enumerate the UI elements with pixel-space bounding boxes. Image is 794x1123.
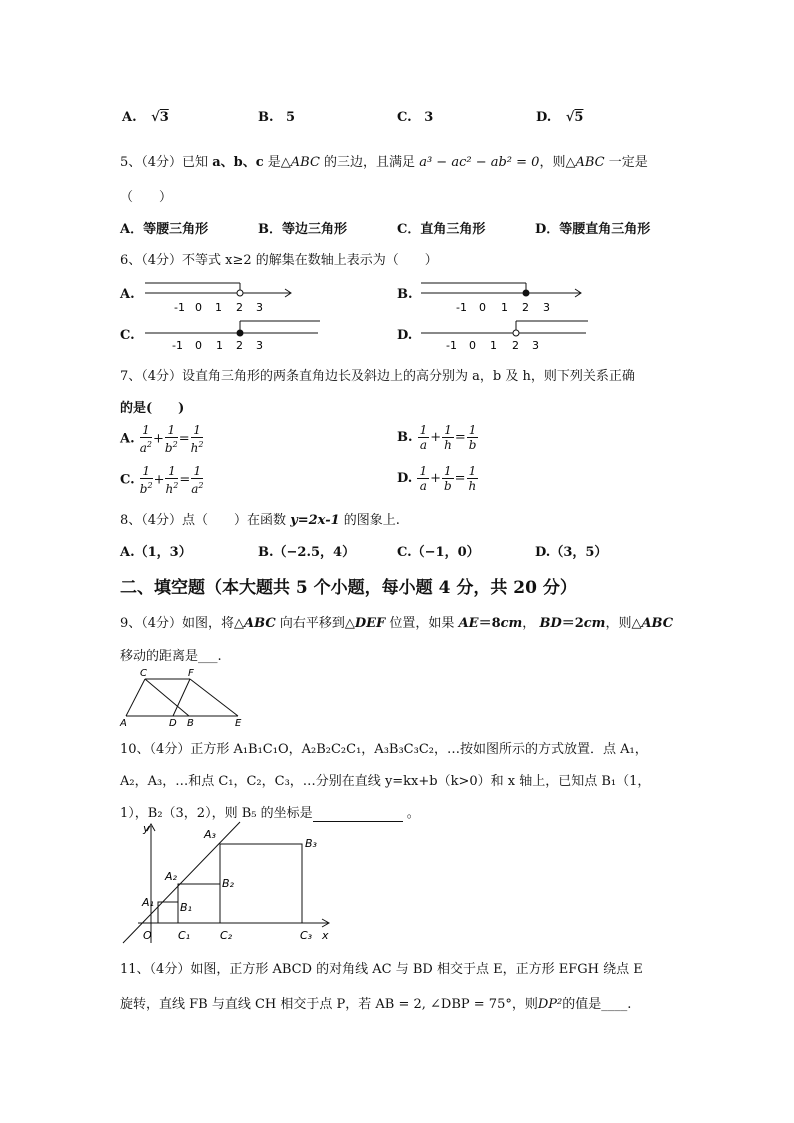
q5-prefix: 5、（4分）已知: [120, 155, 209, 170]
fraction: $\frac{1}{b}$: [468, 423, 477, 452]
tick-label: 2: [522, 301, 529, 314]
fig-label: C₂: [220, 929, 233, 942]
q6-label-b: B.: [397, 287, 413, 302]
q7-stem: 7、（4分）设直角三角形的两条直角边长及斜边上的高分别为 a，b 及 h，则下列关系正确: [120, 369, 635, 384]
q8-func: y=2x-1: [290, 513, 340, 528]
q4-option-c: [397, 110, 433, 125]
q7-option-a: A. $\frac{1}{a^2}$ + $\frac{1}{b^2}$ = $\frac{1}{h^2}$: [120, 423, 204, 455]
tick-label: 0: [195, 339, 202, 352]
q10-stem-1: 10、（4分）正方形 A₁B₁C₁O，A₂B₂C₂C₁，A₃B₃C₃C₂，…按如图所示的方式放置．点 A₁，: [120, 742, 648, 757]
number-line-a: [140, 280, 300, 316]
q7-option-d: D. $\frac{1}{a}$ + $\frac{1}{b}$ = $\frac{1}{h}$: [397, 464, 477, 493]
option-value: 5: [286, 110, 296, 125]
q5-tri2: ABC: [575, 155, 605, 170]
q5-vars: a、b、c: [212, 155, 264, 170]
q5-mid2: 的三边，且满足: [324, 155, 416, 170]
tick-label: -1: [446, 339, 457, 352]
q8-stem: [120, 509, 400, 528]
q5-option-a: A．等腰三角形: [120, 222, 209, 237]
option-label: D.: [536, 110, 552, 125]
tick-label: 3: [256, 301, 263, 314]
tick-label: 1: [501, 301, 508, 314]
q9-text: 向右平移到△: [279, 616, 355, 631]
q9-text: cm: [500, 616, 523, 631]
q5-option-c: C．直角三角形: [397, 222, 486, 237]
fraction: $\frac{1}{a^2}$: [139, 423, 153, 455]
q5-stem: [120, 151, 648, 170]
option-label: C.: [397, 110, 412, 125]
tick-label: -1: [456, 301, 467, 314]
q6-stem: 6、（4分）不等式 x≥2 的解集在数轴上表示为（ ）: [120, 253, 438, 268]
tick-label: 3: [543, 301, 550, 314]
q9-text: DEF: [354, 616, 386, 631]
sqrt-symbol: √3: [151, 110, 169, 125]
q4-option-a: [122, 110, 169, 125]
fraction: $\frac{1}{h}$: [444, 423, 452, 452]
fig-label: C: [140, 668, 147, 679]
fraction: $\frac{1}{b^2}$: [139, 464, 153, 496]
fig-label: F: [188, 668, 194, 679]
section-title: 二、填空题（本大题共 5 个小题，每小题 4 分，共 20 分）: [120, 578, 577, 598]
q9-text: ABC: [641, 616, 674, 631]
q9-text: 9、（4分）如图，将△: [120, 616, 245, 631]
tick-label: 0: [195, 301, 202, 314]
tick-label: 2: [512, 339, 519, 352]
q6-label-a: A.: [120, 287, 135, 302]
option-value: 5: [574, 110, 584, 125]
q5-equation: a³ − ac² − ab² = 0: [419, 155, 540, 170]
q11-stem-2: [120, 993, 631, 1012]
fig-label: B₂: [222, 877, 234, 890]
fig-label: x: [322, 929, 329, 942]
q9-text: ＝2: [561, 616, 584, 631]
fig-label: C₃: [300, 929, 313, 942]
fig-label: y: [143, 822, 150, 835]
q5-mid: 是△: [267, 155, 291, 170]
tick-label: 1: [215, 301, 222, 314]
option-label: C.: [120, 472, 135, 488]
option-label: A.: [122, 110, 137, 125]
tick-label: 3: [256, 339, 263, 352]
tick-label: 3: [532, 339, 539, 352]
q7-stem-2: 的是( ): [120, 401, 185, 416]
fig-label: B: [187, 718, 194, 728]
q9-text: 位置，如果: [389, 616, 455, 631]
q9-text: cm: [583, 616, 606, 631]
q8-text-a: 8、（4分）点（ ）在函数: [120, 513, 287, 528]
fraction: $\frac{1}{a^2}$: [191, 464, 204, 496]
q5-paren: （ ）: [120, 190, 173, 205]
q4-option-b: [258, 110, 295, 125]
q7-option-c: C. $\frac{1}{b^2}$ + $\frac{1}{h^2}$ = $\frac{1}{a^2}$: [120, 464, 204, 496]
number-line-d: [416, 318, 591, 354]
q4-option-d: [536, 110, 583, 125]
tick-label: -1: [174, 301, 185, 314]
q5-end: ，则△: [539, 155, 576, 170]
q9-text: ，: [522, 616, 536, 631]
q8-option-a: A.（1，3）: [120, 545, 192, 560]
fig-label: A₂: [165, 870, 177, 883]
tick-label: 0: [469, 339, 476, 352]
fraction: $\frac{1}{h^2}$: [165, 464, 179, 496]
q11-text: 旋转，直线 FB 与直线 CH 相交于点 P，若 AB = 2, ∠DBP = 75°，则: [120, 997, 538, 1012]
q5-option-b: B．等边三角形: [258, 222, 347, 237]
fig-label: D: [169, 718, 177, 728]
fig-label: O: [143, 929, 152, 942]
q9-text: BD: [539, 616, 562, 631]
option-value: 3: [424, 110, 434, 125]
q10-text: 1），B₂（3，2），则 B₅ 的坐标是: [120, 806, 313, 821]
tick-label: 2: [236, 339, 243, 352]
q5-tri: ABC: [290, 155, 320, 170]
fig-label: A₁: [142, 896, 154, 909]
number-line-c: [140, 318, 325, 354]
q9-stem-2: 移动的距离是___.: [120, 649, 222, 664]
fraction: $\frac{1}{b}$: [444, 464, 452, 493]
q5-option-d: D．等腰直角三角形: [535, 222, 651, 237]
q8-option-c: C.（−1，0）: [397, 545, 480, 560]
q10-figure: [118, 818, 340, 948]
option-value: 3: [159, 110, 169, 125]
fig-label: E: [235, 718, 242, 728]
tick-label: 1: [216, 339, 223, 352]
fig-label: C₁: [178, 929, 191, 942]
q9-text: ，则△: [605, 616, 642, 631]
q10-stem-2: A₂，A₃，…和点 C₁，C₂，C₃，…分别在直线 y=kx+b（k>0）和 x 轴上，已知点 B₁（1，: [120, 774, 651, 789]
fraction: $\frac{1}{h^2}$: [190, 423, 204, 455]
option-label: B.: [397, 430, 413, 445]
option-label: D.: [397, 471, 413, 486]
q6-label-d: D.: [397, 328, 413, 343]
q11-stem-1: 11、（4分）如图，正方形 ABCD 的对角线 AC 与 BD 相交于点 E，正方形 EFGH 绕点 E: [120, 962, 643, 977]
option-label: B.: [258, 110, 274, 125]
sqrt-symbol: √5: [565, 110, 584, 125]
tick-label: 0: [479, 301, 486, 314]
fig-label: A: [120, 718, 127, 728]
q8-option-b: B.（−2.5，4）: [258, 545, 356, 560]
q11-text: DP²: [537, 997, 563, 1012]
fraction: $\frac{1}{a}$: [419, 464, 428, 493]
q8-option-d: D.（3，5）: [535, 545, 608, 560]
q7-option-b: B. $\frac{1}{a}$ + $\frac{1}{h}$ = $\frac{1}{b}$: [397, 423, 477, 452]
tick-label: -1: [172, 339, 183, 352]
fraction: $\frac{1}{b^2}$: [164, 423, 178, 455]
fig-label: A₃: [204, 828, 216, 841]
fraction: $\frac{1}{a}$: [419, 423, 428, 452]
q10-text: 。: [406, 806, 420, 821]
fig-label: B₁: [180, 901, 192, 914]
fraction: $\frac{1}{h}$: [468, 464, 477, 493]
q9-figure: [118, 666, 253, 728]
q8-text-b: 的图象上.: [343, 513, 400, 528]
q9-stem: [120, 612, 673, 631]
q9-text: ABC: [244, 616, 276, 631]
option-label: A.: [120, 431, 135, 447]
q11-text: 的值是____.: [562, 997, 632, 1012]
q6-label-c: C.: [120, 328, 135, 343]
q9-text: ＝8: [478, 616, 501, 631]
q9-text: AE: [458, 616, 479, 631]
tick-label: 1: [490, 339, 497, 352]
number-line-b: [416, 280, 586, 316]
tick-label: 2: [236, 301, 243, 314]
q5-end2: 一定是: [608, 155, 648, 170]
fig-label: B₃: [305, 837, 317, 850]
